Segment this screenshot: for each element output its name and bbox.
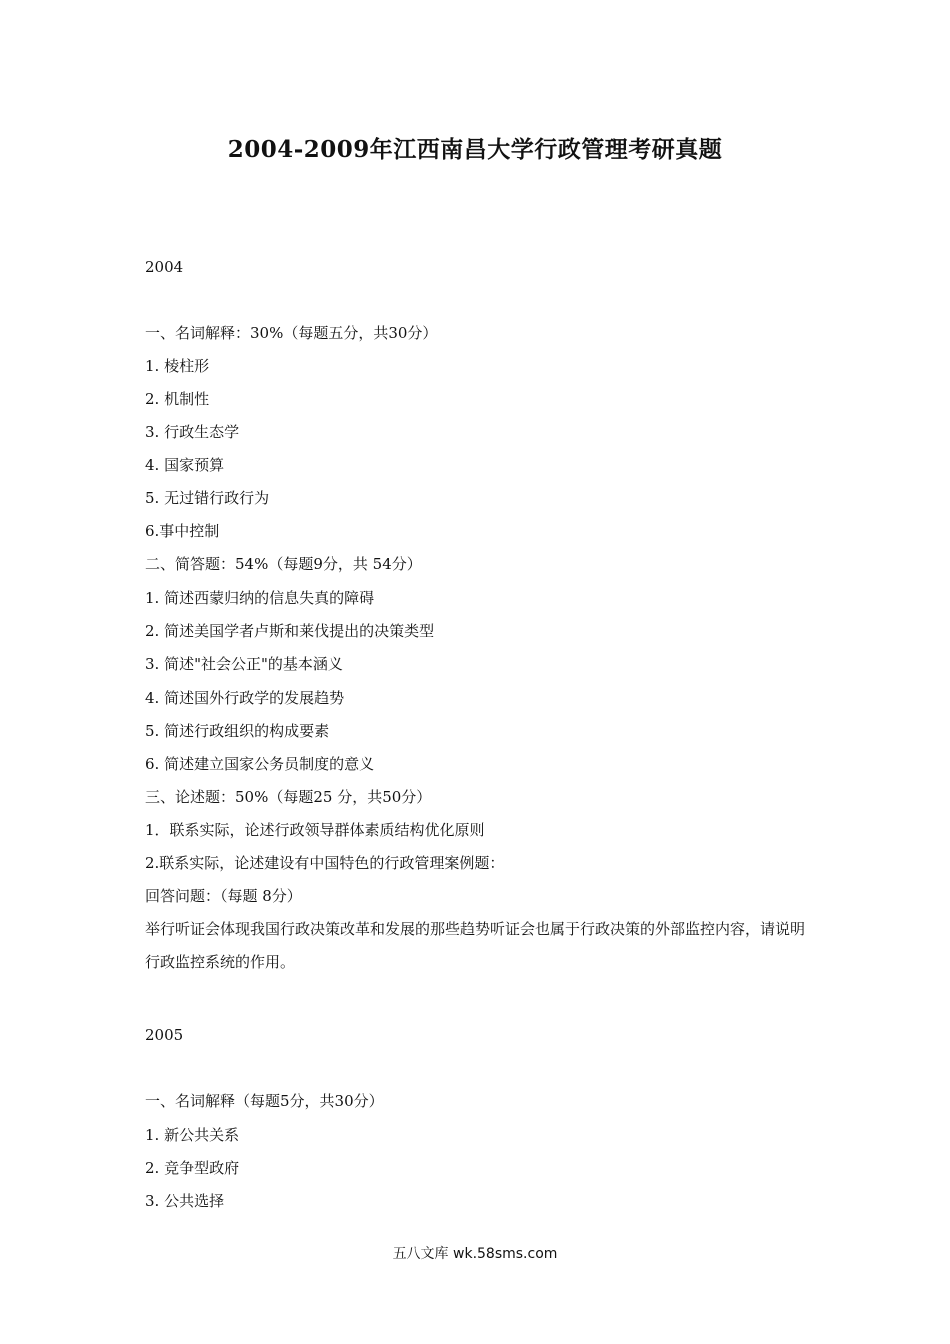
question-paragraph-2004: 举行听证会体现我国行政决策改革和发展的那些趋势听证会也属于行政决策的外部监控内容，请说明行政监控系统的作用。 [145,920,806,971]
document-title: 2004-2009年江西南昌大学行政管理考研真题 [227,136,723,163]
list-item: 6.事中控制 [145,522,220,540]
section-heading-definitions-2005: 一、名词解释（每题5分，共30分） [145,1092,384,1110]
list-item: 4. 国家预算 [145,456,225,474]
list-item: 1. 棱柱形 [145,357,210,375]
section-heading-essay-2004: 三、论述题：50%（每题25 分，共50分） [145,788,432,806]
list-item: 5. 简述行政组织的构成要素 [145,722,330,740]
section-heading-short-answer-2004: 二、简答题：54%（每题9分，共 54分） [145,555,422,573]
list-item: 3. 行政生态学 [145,423,240,441]
list-item: 1. 新公共关系 [145,1126,240,1144]
year-heading-2005: 2005 [145,1026,184,1044]
list-item: 2. 机制性 [145,390,210,408]
list-item: 5. 无过错行政行为 [145,489,270,507]
list-item: 2. 竞争型政府 [145,1159,240,1177]
list-item: 1．联系实际，论述行政领导群体素质结构优化原则 [145,821,485,839]
page-footer: 五八文库 wk.58sms.com [392,1246,558,1262]
section-heading-definitions-2004: 一、名词解释：30%（每题五分，共30分） [145,324,438,342]
list-item: 3. 简述"社会公正"的基本涵义 [145,655,343,673]
question-heading-2004: 回答问题：（每题 8分） [145,887,302,905]
list-item: 1. 简述西蒙归纳的信息失真的障碍 [145,589,375,607]
list-item: 4. 简述国外行政学的发展趋势 [145,689,345,707]
list-item: 3. 公共选择 [145,1192,225,1210]
list-item: 6. 简述建立国家公务员制度的意义 [145,755,375,773]
list-item: 2. 简述美国学者卢斯和莱伐提出的决策类型 [145,622,435,640]
year-heading-2004: 2004 [145,258,184,276]
list-item: 2.联系实际，论述建设有中国特色的行政管理案例题： [145,854,505,872]
